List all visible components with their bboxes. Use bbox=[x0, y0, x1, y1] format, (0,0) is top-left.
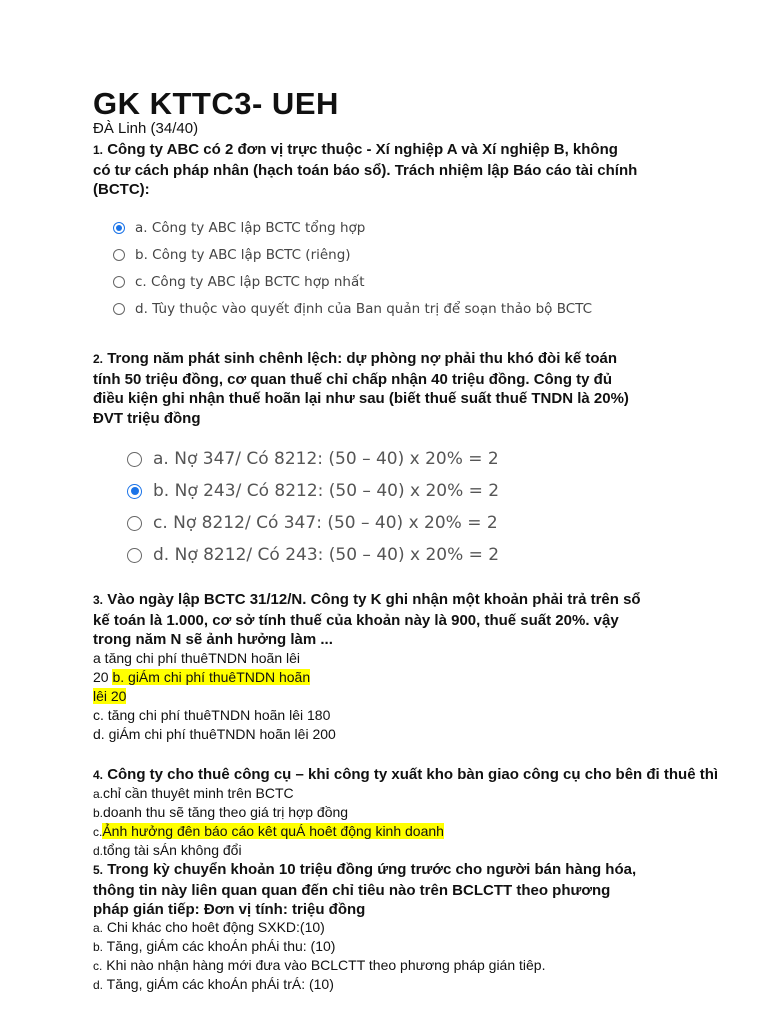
radio-empty-icon[interactable] bbox=[113, 276, 125, 288]
question-text-line: Trong năm phát sinh chênh lệch: dự phòng nợ phải thu khó đòi kế toán bbox=[107, 350, 618, 367]
q1-option-c[interactable] bbox=[113, 274, 365, 290]
q4-answer-d bbox=[93, 841, 242, 861]
radio-empty-icon[interactable] bbox=[127, 548, 142, 563]
q2-option-a[interactable] bbox=[127, 449, 499, 469]
question-number: 4. bbox=[93, 768, 104, 782]
option-label: c. Công ty ABC lập BCTC hợp nhất bbox=[135, 274, 365, 290]
q2-option-c[interactable] bbox=[127, 513, 498, 533]
question-3 bbox=[93, 590, 713, 650]
q3-answer-c: c. tăng chi phí thuêTNDN hoãn lêi 180 bbox=[93, 707, 331, 723]
q5-answer-b bbox=[93, 937, 335, 957]
option-label: d. Tùy thuộc vào quyết định của Ban quản trị để soạn thảo bộ BCTC bbox=[135, 301, 593, 317]
q4-answer-a bbox=[93, 784, 294, 804]
option-label: d. Nợ 8212/ Có 243: (50 – 40) x 20% = 2 bbox=[153, 545, 500, 565]
option-label: a. Công ty ABC lập BCTC tổng hợp bbox=[135, 220, 366, 236]
question-text-line: Trong kỳ chuyển khoản 10 triệu đồng ứng trước cho người bán hàng hóa, bbox=[107, 861, 637, 878]
question-4 bbox=[93, 765, 753, 786]
q2-option-d[interactable] bbox=[127, 545, 499, 565]
q5-answer-d bbox=[93, 975, 334, 995]
answer-prefix: a. bbox=[93, 787, 104, 801]
answer-prefix: b. bbox=[93, 806, 104, 820]
q5-answer-c bbox=[93, 956, 545, 976]
question-text-line: có tư cách pháp nhân (hạch toán báo sổ). Trách nhiệm lập Báo cáo tài chính bbox=[93, 161, 638, 179]
radio-empty-icon[interactable] bbox=[127, 516, 142, 531]
answer-text: Chi khác cho hoêt động SXKD:(10) bbox=[106, 919, 325, 935]
author-score: ĐÀ Linh (34/40) bbox=[93, 120, 199, 137]
question-1 bbox=[93, 140, 713, 200]
question-2 bbox=[93, 349, 713, 428]
answer-text: Khi nào nhận hàng mới đưa vào BCLCTT theo phương pháp gián tiêp. bbox=[106, 957, 546, 973]
radio-empty-icon[interactable] bbox=[113, 303, 125, 315]
page-title: GK KTTC3- UEH bbox=[93, 86, 339, 121]
answer-prefix: b. bbox=[93, 940, 104, 954]
option-label: c. Nợ 8212/ Có 347: (50 – 40) x 20% = 2 bbox=[153, 513, 498, 533]
q1-option-b[interactable] bbox=[113, 247, 351, 263]
highlighted-answer: b. giÁm chi phí thuêTNDN hoãn bbox=[112, 669, 311, 685]
option-label: b. Nợ 243/ Có 8212: (50 – 40) x 20% = 2 bbox=[153, 481, 500, 501]
radio-selected-icon[interactable] bbox=[127, 484, 142, 499]
question-5 bbox=[93, 860, 713, 920]
question-number: 1. bbox=[93, 143, 104, 157]
q2-option-b[interactable] bbox=[127, 481, 499, 501]
answer-text: chỉ cần thuyêt minh trên BCTC bbox=[103, 785, 294, 801]
q3-answer-d: d. giÁm chi phí thuêTNDN hoãn lêi 200 bbox=[93, 726, 336, 742]
answer-text: Tăng, giÁm các khoÁn phÁi trÁ: (10) bbox=[106, 976, 334, 992]
answer-prefix: 20 bbox=[93, 669, 113, 685]
answer-prefix: a. bbox=[93, 921, 104, 935]
question-text-line: thông tin này liên quan quan đến chỉ tiêu nào trên BCLCTT theo phương bbox=[93, 881, 611, 899]
q3-answer-b-cont bbox=[93, 687, 126, 706]
q3-answer-b bbox=[93, 668, 310, 687]
q4-answer-c bbox=[93, 822, 444, 842]
q4-answer-b bbox=[93, 803, 348, 823]
answer-prefix: c. bbox=[93, 825, 103, 839]
radio-empty-icon[interactable] bbox=[113, 249, 125, 261]
question-number: 3. bbox=[93, 593, 104, 607]
question-number: 5. bbox=[93, 863, 104, 877]
question-text-line: Công ty cho thuê công cụ – khi công ty xuất kho bàn giao công cụ cho bên đi thuê thì bbox=[107, 766, 719, 783]
answer-prefix: c. bbox=[93, 959, 103, 973]
q3-answer-a: a tăng chi phí thuêTNDN hoãn lêi bbox=[93, 650, 301, 666]
answer-text: tổng tài sÁn không đổi bbox=[103, 842, 242, 858]
question-text-line: kế toán là 1.000, cơ sở tính thuế của khoản này là 900, thuế suất 20%. vậy bbox=[93, 611, 619, 629]
question-text-line: Công ty ABC có 2 đơn vị trực thuộc - Xí nghiệp A và Xí nghiệp B, không bbox=[107, 141, 618, 158]
question-text-line: tính 50 triệu đồng, cơ quan thuế chỉ chấp nhận 40 triệu đồng. Công ty đủ bbox=[93, 370, 613, 388]
q5-answer-a bbox=[93, 918, 325, 938]
answer-text: Tăng, giÁm các khoÁn phÁi thu: (10) bbox=[106, 938, 336, 954]
option-label: a. Nợ 347/ Có 8212: (50 – 40) x 20% = 2 bbox=[153, 449, 499, 469]
question-text-line: ĐVT triệu đồng bbox=[93, 409, 201, 427]
answer-prefix: d. bbox=[93, 844, 104, 858]
answer-text: doanh thu sẽ tăng theo giá trị hợp đồng bbox=[103, 804, 349, 820]
answer-prefix: d. bbox=[93, 978, 104, 992]
q1-option-d[interactable] bbox=[113, 301, 592, 317]
question-number: 2. bbox=[93, 352, 104, 366]
option-label: b. Công ty ABC lập BCTC (riêng) bbox=[135, 247, 351, 263]
highlighted-answer: lêi 20 bbox=[93, 688, 127, 704]
question-text-line: pháp gián tiếp: Đơn vị tính: triệu đồng bbox=[93, 901, 366, 918]
radio-empty-icon[interactable] bbox=[127, 452, 142, 467]
question-text-line: điều kiện ghi nhận thuế hoãn lại như sau (biết thuế suất thuế TNDN là 20%) bbox=[93, 390, 629, 407]
q1-option-a[interactable] bbox=[113, 220, 365, 236]
question-text-line: (BCTC): bbox=[93, 181, 150, 198]
highlighted-answer: Ảnh hưởng đên báo cáo kêt quÁ hoêt động kinh doanh bbox=[102, 823, 444, 839]
question-text-line: trong năm N sẽ ảnh hưởng làm ... bbox=[93, 631, 333, 648]
radio-selected-icon[interactable] bbox=[113, 222, 125, 234]
question-text-line: Vào ngày lập BCTC 31/12/N. Công ty K ghi nhận một khoản phải trả trên sổ bbox=[107, 591, 641, 608]
